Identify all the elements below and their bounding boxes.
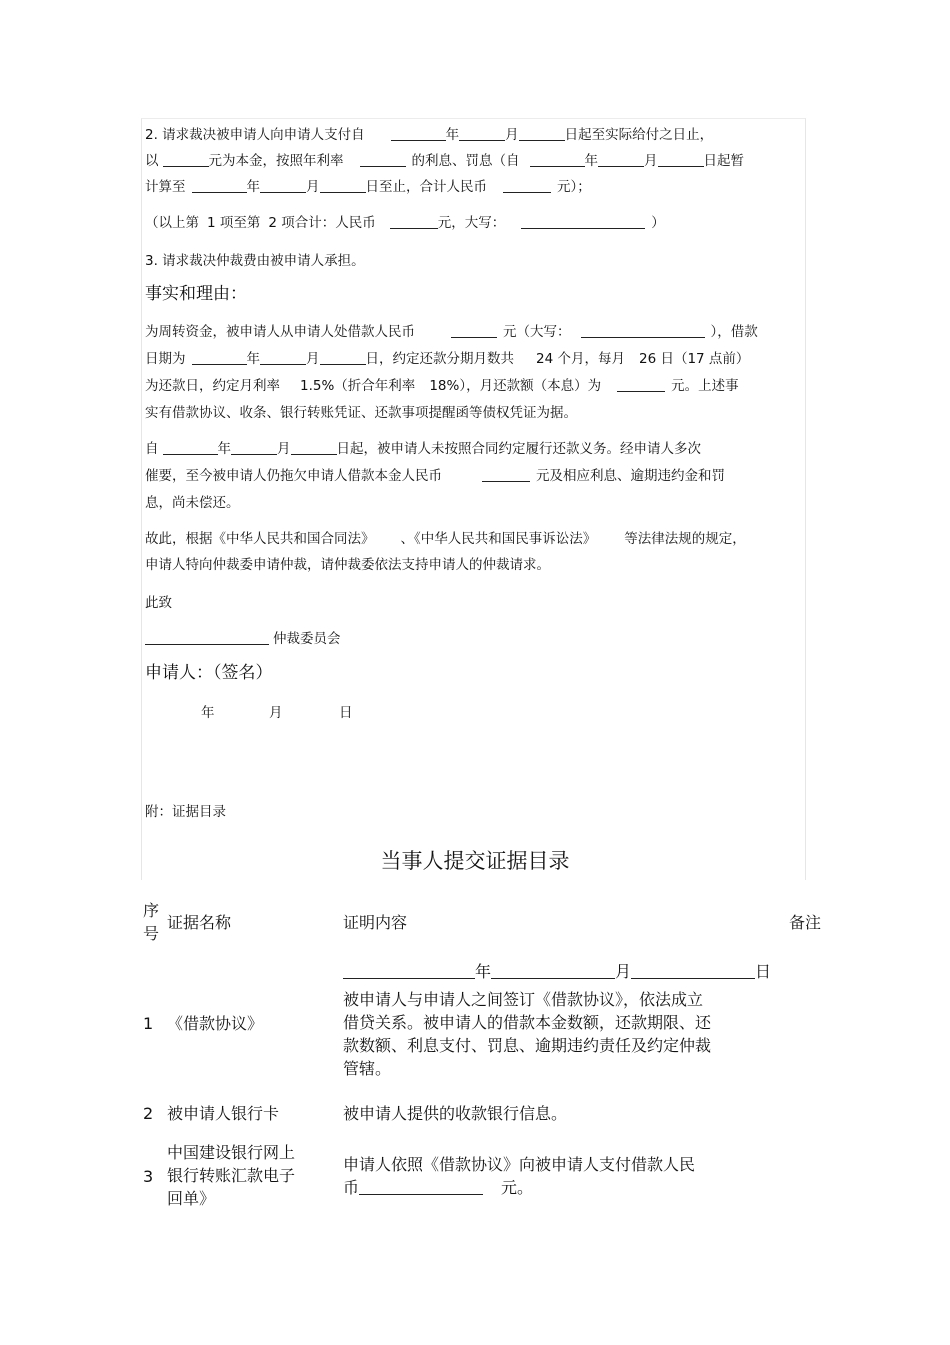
row3-no: 3 [143,1167,154,1186]
request2-line2 [145,152,744,170]
blank-field[interactable] [291,440,337,455]
blank-field[interactable] [192,350,247,365]
text: 款数额、利息支付、罚息、逾期违约责任及约定仲裁 [343,1036,712,1055]
text: 2. 请求裁决被申请人向申请人支付自 [145,127,365,143]
header-name: 证据名称 [167,913,232,932]
blank-field[interactable] [359,1177,483,1195]
request2-line3 [145,178,591,196]
blank-field[interactable] [530,152,585,167]
text: 元，大写： [437,215,506,231]
date-year: 年 [201,705,215,721]
text: 月 [615,962,632,981]
text: 中国建设银行网上 [167,1143,296,1162]
blank-field[interactable] [320,350,366,365]
header-content: 证明内容 [343,913,408,932]
blank-field[interactable] [391,126,446,141]
text: 等法律法规的规定， [624,531,746,547]
text: 日 [755,962,772,981]
text: 银行转账汇款电子 [167,1166,296,1185]
row1-date [343,960,771,983]
row2-name: 被申请人银行卡 [167,1104,280,1123]
blank-field[interactable] [521,214,645,229]
blank-field[interactable] [163,152,209,167]
blank-field[interactable] [163,440,218,455]
text: 元（大写： [503,324,571,340]
row1-name: 《借款协议》 [167,1014,264,1033]
blank-field[interactable] [390,214,438,229]
text: 日起，被申请人未按照合同约定履行还款义务。经申请人多次 [336,441,701,457]
text: 的利息、罚息（自 [411,153,520,169]
blank-field[interactable] [320,178,366,193]
text: 年 [445,127,460,143]
row3-name [167,1141,295,1210]
text: 元。 [501,1178,534,1197]
text: 故此，根据《中华人民共和国合同法》 [145,531,375,547]
text: 26 日（17 点前） [638,351,750,367]
text: 管辖。 [343,1059,392,1078]
blank-field[interactable] [451,323,497,338]
text: 元为本金，按照年利率 [208,153,344,169]
text: 1.5%（折合年利率 [300,378,416,394]
request2-line1 [145,126,713,144]
text: 被申请人与申请人之间签订《借款协议》，依法成立 [343,990,704,1009]
attachment-note: 附：证据目录 [145,804,226,820]
facts1-line1 [145,323,758,341]
text: 元及相应利息、逾期违约金和罚 [536,468,725,484]
blank-field[interactable] [581,323,705,338]
evidence-title: 当事人提交证据目录 [380,849,570,873]
text: （以上第 [145,215,199,231]
facts3-line2: 申请人特向仲裁委申请仲裁，请仲裁委依法支持申请人的仲裁请求。 [145,557,550,573]
text: 元）； [557,179,591,195]
text: 月 [306,179,320,195]
header-no-1: 序 [143,901,160,920]
facts3-line1 [145,530,746,548]
text: 计算至 [145,179,186,195]
text: 月 [306,351,320,367]
row1-no: 1 [143,1014,154,1033]
text: 年 [246,179,260,195]
text: 年 [217,441,231,457]
text: 回单》 [167,1189,216,1208]
committee-line [145,630,341,648]
blank-field[interactable] [631,961,755,979]
facts2-line2 [145,467,725,485]
blank-field[interactable] [598,152,644,167]
text: 仲裁委员会 [273,631,341,647]
text: 24 个月，每月 [536,351,625,367]
text: 催要，至今被申请人仍拖欠申请人借款本金人民币 [145,468,442,484]
text: 2 项合计：人民币 [268,215,376,231]
text: 年 [584,153,598,169]
blank-field[interactable] [519,126,565,141]
text: 申请人依照《借款协议》向被申请人支付借款人民 [343,1155,696,1174]
text: 年 [475,962,492,981]
text: ） [651,215,665,231]
request3: 3. 请求裁决仲裁费由被申请人承担。 [145,253,365,269]
blank-field[interactable] [145,630,269,645]
text: 日起暂 [703,153,744,169]
text: 自 [145,441,159,457]
blank-field[interactable] [260,350,306,365]
facts1-line3 [145,377,739,395]
salute: 此致 [145,595,172,611]
facts2-line1 [145,440,701,458]
text: 以 [145,153,159,169]
text: 18%），月还款额（本息）为 [429,378,602,394]
row1-content [343,988,711,1080]
text: 日，约定还款分期月数共 [365,351,514,367]
row2-content: 被申请人提供的收款银行信息。 [343,1104,568,1123]
facts-heading: 事实和理由： [145,284,247,304]
text: 为周转资金，被申请人从申请人处借款人民币 [145,324,415,340]
blank-field[interactable] [260,178,306,193]
text: 1 项至第 [207,215,261,231]
header-no-2: 号 [143,924,160,943]
blank-field[interactable] [491,961,615,979]
text: ），借款 [710,324,758,340]
date-day: 日 [339,705,353,721]
blank-field[interactable] [482,467,530,482]
blank-field[interactable] [343,961,475,979]
text: 年 [246,351,260,367]
facts1-line2 [145,350,749,368]
text: 为还款日，约定月利率 [145,378,280,394]
text: 币 [343,1178,360,1197]
blank-field[interactable] [658,152,704,167]
text: 月 [644,153,658,169]
text: 、《中华人民共和国民事诉讼法》 [400,531,597,547]
blank-field[interactable] [231,440,277,455]
blank-field[interactable] [617,377,665,392]
blank-field[interactable] [459,126,505,141]
total-line [145,214,665,232]
blank-field[interactable] [360,152,406,167]
header-note: 备注 [789,913,822,932]
text: 日期为 [145,351,186,367]
text: 借贷关系。被申请人的借款本金数额，还款期限、还 [343,1013,712,1032]
facts1-line4: 实有借款协议、收条、银行转账凭证、还款事项提醒函等债权凭证为据。 [145,405,577,421]
blank-field[interactable] [192,178,247,193]
text: 月 [505,127,519,143]
row3-content [343,1153,695,1199]
document-frame [141,118,806,880]
applicant-signature: 申请人：（签名） [145,663,273,683]
blank-field[interactable] [503,178,551,193]
date-month: 月 [269,705,283,721]
text: 元。上述事 [671,378,739,394]
text: 日至止，合计人民币 [365,179,487,195]
row2-no: 2 [143,1104,154,1123]
text: 日起至实际给付之日止， [564,127,714,143]
facts2-line3: 息，尚未偿还。 [145,495,240,511]
text: 月 [277,441,291,457]
